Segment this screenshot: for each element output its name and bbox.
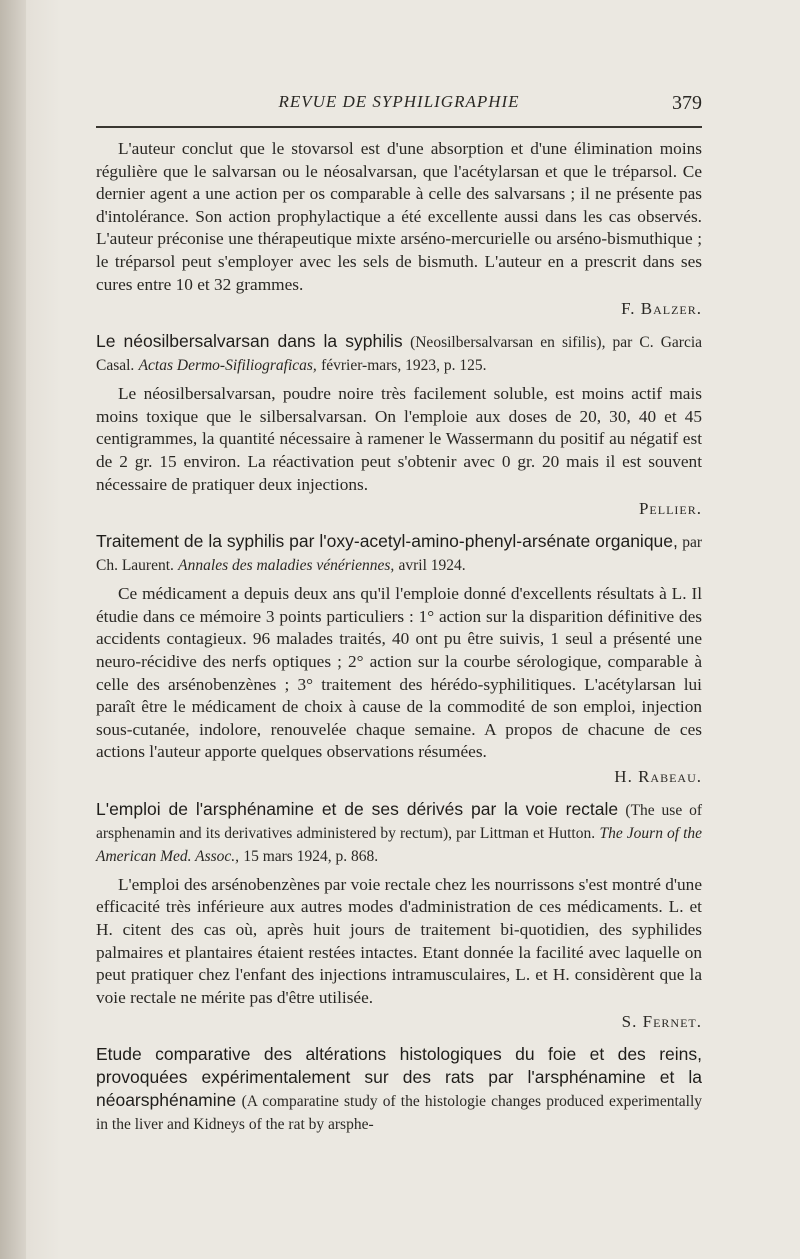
entry-reference: (The use of arsphenamin and its derivatives administered by rectum), par Littman et Hutton. xyxy=(96,801,703,842)
entry-heading xyxy=(96,530,702,577)
entry-heading xyxy=(96,798,702,868)
entry-journal: Annales des maladies vénériennes, xyxy=(178,557,395,575)
entry-journal: Actas Dermo-Sifiliograficas, xyxy=(138,357,317,375)
review-entry xyxy=(96,530,702,788)
entry-journal: The Journ of the American Med. Assoc., xyxy=(96,824,703,865)
page-gutter-shadow xyxy=(0,0,26,1259)
signature-rabeau: H. Rabeau. xyxy=(614,766,702,786)
entry-body: Le néosilbersalvarsan, poudre noire très facilement soluble, est moins actif mais moins toxique que le silbersalvarsan. On l'emploie aux doses de 20, 30, 40 et 45 centigrammes, la quantité nécessaire à ramener le Wassermann du positif au négatif est de 2 gr. 15 environ. La réactivation peut s'obtenir avec 0 gr. 20 mais il est souvent nécessaire de pratiquer deux injections. xyxy=(96,384,702,494)
signature-pellier: Pellier. xyxy=(638,499,702,519)
entry-date: 15 mars 1924, p. 868. xyxy=(243,847,379,865)
review-entry xyxy=(96,798,702,1034)
entry-body: L'emploi des arsénobenzènes par voie rectale chez les nourrissons s'est montré d'une efficacité très inférieure aux autres modes d'administration de ces médicaments. L. et H. citent des cas où, après huit jours de traitement bi-quotidien, des syphilides palmaires et plantaires étaient restées intactes. Etant donnée la facilité avec laquelle on peut pratiquer chez l'enfant des injections intramusculaires, L. et H. considèrent que la voie rectale ne mérite pas d'être utilisée. xyxy=(96,874,702,1007)
running-title: REVUE DE SYPHILIGRAPHIE xyxy=(278,92,520,111)
entry-title: Le néosilbersalvarsan dans la syphilis xyxy=(96,331,403,352)
entry-reference: par Ch. Laurent. xyxy=(96,534,703,575)
entry-reference: (A comparatine study of the histologie changes produced experimentally in the liver and Kidneys of the rat by arsphe- xyxy=(96,1093,703,1134)
page-content xyxy=(96,138,702,1142)
entry-reference: (Neosilbersalvarsan en sifilis), par C. Garcia Casal. xyxy=(96,334,703,375)
entry-body: Ce médicament a depuis deux ans qu'il l'emploie donné d'excellents résultats à L. Il étudie dans ce mémoire 3 points particuliers : 1° action sur la disparition définitive des accidents contagieux. 96 malades traités, 40 ont pu être suivis, 1 seul a présenté une neuro-récidive des nerfs optiques ; 2° action sur la courbe sérologique, comparable à celle des arsénobenzènes ; 3° traitement des hérédo-syphilitiques. L'acétylarsan lui paraît être le médicament de choix à cause de la commodité de son emploi, injection sous-cutanée, indolore, renouvelée chaque semaine. A propos de chacune de ces actions l'auteur apporte quelques observations résumées. xyxy=(96,584,702,762)
header-rule xyxy=(96,126,702,128)
entry-heading xyxy=(96,330,702,377)
entry-title: L'emploi de l'arsphénamine et de ses dérivés par la voie rectale xyxy=(96,798,619,819)
signature-balzer: F. Balzer. xyxy=(621,299,702,319)
entry-date: février-mars, 1923, p. 125. xyxy=(321,357,487,375)
running-header xyxy=(96,92,702,118)
entry-title: Traitement de la syphilis par l'oxy-acetyl-amino-phenyl-arsénate organique, xyxy=(96,531,678,552)
review-entry xyxy=(96,1043,702,1136)
review-entry xyxy=(96,330,702,520)
continuation-paragraph: L'auteur conclut que le stovarsol est d'une absorption et d'une élimination moins régulière que le salvarsan ou le néosalvarsan, que l'acétylarsan et que le tréparsol. Ce dernier agent a une action per os comparable à celle des salvarsans ; il ne présente pas d'intolérance. Son action prophylactique a été excellente aussi dans les cas observés. L'auteur préconise une thérapeutique mixte arséno-mercurielle ou arséno-bismuthique ; le tréparsol peut s'employer avec les sels de bismuth. L'auteur en a prescrit dans ses cures entre 10 et 32 grammes. xyxy=(96,139,702,294)
entry-title: Etude comparative des altérations histologiques du foie et des reins, provoquées expérimentalement sur des rats par l'arsphénamine et la néoarsphénamine xyxy=(96,1044,702,1111)
page-number: 379 xyxy=(672,92,702,114)
entry-heading xyxy=(96,1043,702,1136)
entry-date: avril 1924. xyxy=(398,557,466,575)
signature-fernet: S. Fernet. xyxy=(621,1012,702,1032)
